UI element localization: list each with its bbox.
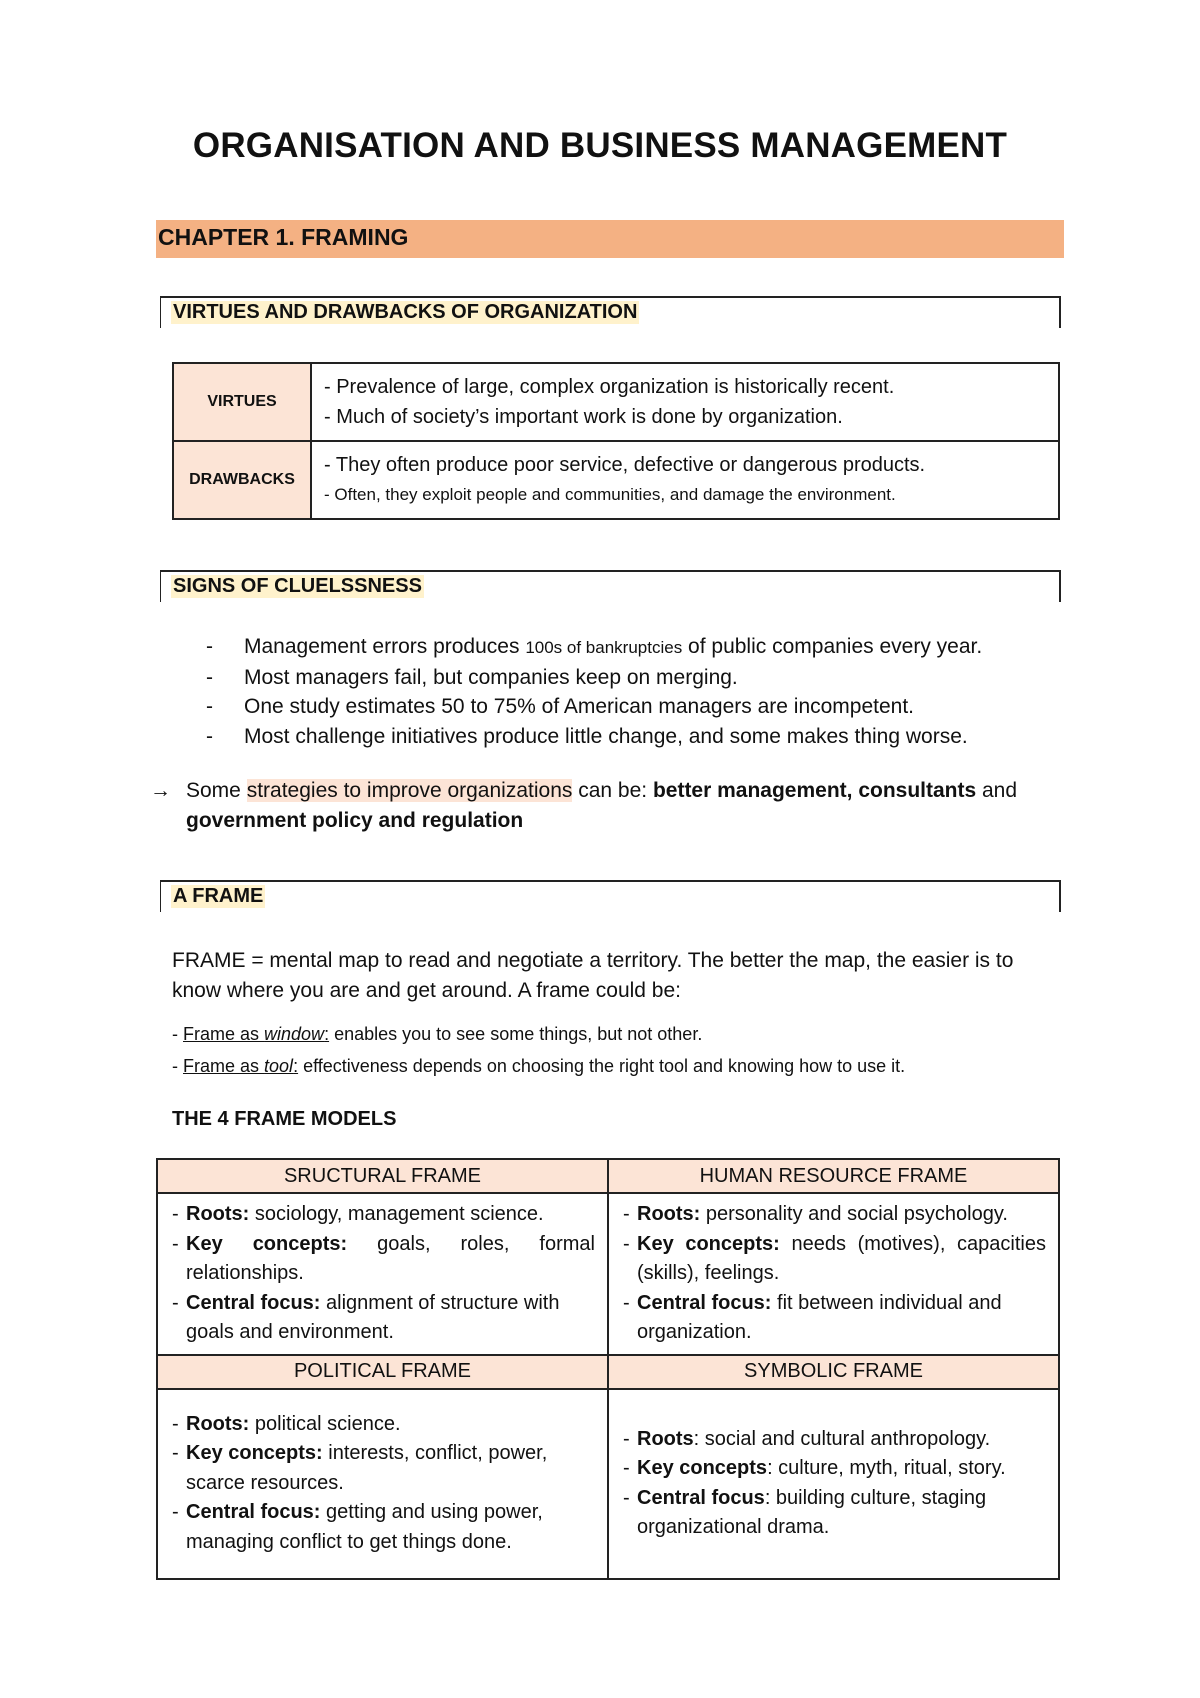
field-label: Roots:: [186, 1412, 250, 1435]
label-text: :: [293, 1056, 299, 1076]
list-item: - Central focus: alignment of structure with goals and environment.: [172, 1291, 560, 1343]
list-item-text: Most managers fail, but companies keep on merging.: [244, 665, 738, 689]
frame-models-table: [156, 1158, 1060, 1580]
frame-definition: FRAME = mental map to read and negotiate a territory. The better the map, the easier is to know where you are and get around. A frame could be:: [172, 949, 1014, 1002]
label-text: :: [324, 1024, 330, 1044]
row-label-drawbacks: DRAWBACKS: [173, 441, 311, 519]
column-header: HUMAN RESOURCE FRAME: [608, 1159, 1059, 1193]
field-value: alignment of structure with goals and environment.: [186, 1291, 560, 1343]
note-text: and: [976, 779, 1018, 802]
list-item: [172, 1018, 905, 1050]
bold-text: better management, consultants: [652, 779, 977, 802]
column-header: SRUCTURAL FRAME: [157, 1159, 608, 1193]
section-title: A FRAME: [173, 885, 264, 907]
document-title: ORGANISATION AND BUSINESS MANAGEMENT: [192, 126, 1008, 165]
list-item: - Key concepts: culture, myth, ritual, story.: [623, 1457, 1006, 1479]
list-item: - Key concepts: goals, roles, formal relationships.: [172, 1232, 595, 1284]
label-italic: tool: [264, 1056, 294, 1076]
list-item: [172, 1050, 905, 1082]
highlighted-text: strategies to improve organizations: [246, 779, 573, 802]
field-value: personality and social psychology.: [700, 1203, 1008, 1225]
field-label: Key concepts:: [186, 1442, 323, 1465]
field-label: Central focus:: [637, 1291, 772, 1314]
label-text: Frame as: [183, 1056, 265, 1076]
model-cell-political: [157, 1389, 608, 1579]
list-item: - Roots: political science.: [172, 1412, 401, 1435]
bullet-dash: -: [206, 635, 213, 658]
column-header: POLITICAL FRAME: [157, 1355, 608, 1389]
list-item: - Roots: personality and social psychology.: [623, 1203, 1008, 1225]
label-text: Frame as: [183, 1024, 265, 1044]
virtue-line: - Much of society’s important work is done by organization.: [324, 406, 843, 428]
list-item: - Key concepts: needs (motives), capacities (skills), feelings.: [623, 1232, 1046, 1284]
frame-type-label: [183, 1024, 329, 1044]
field-label: Central focus: [637, 1486, 765, 1509]
table-row: [157, 1193, 1059, 1355]
list-item: [206, 722, 982, 752]
models-heading: THE 4 FRAME MODELS: [172, 1108, 397, 1130]
section-header-signs: [160, 570, 1061, 602]
section-header-virtues: [160, 296, 1061, 328]
drawback-line: - They often produce poor service, defective or dangerous products.: [324, 454, 926, 476]
list-item: - Roots: social and cultural anthropology.: [623, 1427, 991, 1450]
list-item-text-small: 100s of bankruptcies: [525, 638, 683, 657]
section-title: VIRTUES AND DRAWBACKS OF ORGANIZATION: [173, 301, 638, 323]
row-text-drawbacks: [311, 441, 1059, 519]
table-row: [173, 363, 1059, 441]
field-label: Key concepts: [637, 1457, 768, 1479]
list-item: - Central focus: building culture, staging organizational drama.: [623, 1486, 987, 1538]
field-label: Roots: [637, 1427, 694, 1450]
drawback-line: - Often, they exploit people and communities, and damage the environment.: [324, 485, 896, 504]
chapter-title: CHAPTER 1. FRAMING: [158, 224, 409, 250]
list-item: [206, 663, 982, 693]
list-item: [206, 632, 982, 663]
bold-text: government policy and regulation: [186, 809, 524, 832]
field-value: : social and cultural anthropology.: [693, 1427, 991, 1450]
field-value: : building culture, staging organizational drama.: [637, 1486, 987, 1538]
list-item-text: enables you to see some things, but not other.: [329, 1024, 703, 1044]
field-label: Key concepts:: [186, 1232, 348, 1255]
list-item: - Key concepts: interests, conflict, power, scarce resources.: [172, 1442, 548, 1494]
list-item-text: One study estimates 50 to 75% of American managers are incompetent.: [244, 695, 915, 718]
table-row: [157, 1389, 1059, 1579]
list-item: [206, 692, 982, 722]
bullet-dash: -: [172, 1056, 183, 1076]
section-header-frame: [160, 880, 1061, 912]
note-text: Some: [186, 779, 247, 802]
field-value: fit between individual and organization.: [637, 1291, 1002, 1343]
bullet-dash: -: [172, 1024, 183, 1044]
list-item: - Roots: sociology, management science.: [172, 1203, 544, 1225]
field-label: Central focus:: [186, 1501, 321, 1524]
note-text: can be:: [572, 779, 653, 802]
signs-bullet-list: [206, 632, 982, 751]
right-arrow-icon: →: [150, 779, 171, 802]
frame-types-list: [172, 1018, 905, 1082]
row-text-virtues: [311, 363, 1059, 441]
table-row: [157, 1159, 1059, 1193]
bullet-dash: -: [206, 724, 213, 748]
model-cell-structural: [157, 1193, 608, 1355]
field-value: : culture, myth, ritual, story.: [767, 1457, 1006, 1479]
field-value: political science.: [249, 1412, 401, 1435]
row-label-virtues: VIRTUES: [173, 363, 311, 441]
field-value: interests, conflict, power, scarce resources.: [186, 1442, 548, 1494]
list-item-text: Management errors produces: [244, 635, 526, 658]
list-item: - Central focus: getting and using power, managing conflict to get things done.: [172, 1501, 543, 1553]
field-label: Key concepts:: [637, 1232, 780, 1255]
label-italic: window: [264, 1024, 325, 1044]
model-cell-symbolic: [608, 1389, 1059, 1579]
section-title: SIGNS OF CLUELSSNESS: [173, 575, 422, 597]
field-value: needs (motives), capacities (skills), feelings.: [637, 1232, 1046, 1284]
field-label: Roots:: [186, 1203, 250, 1225]
table-row: [173, 441, 1059, 519]
bullet-dash: -: [206, 665, 213, 689]
list-item-text: effectiveness depends on choosing the right tool and knowing how to use it.: [298, 1056, 906, 1076]
column-header: SYMBOLIC FRAME: [608, 1355, 1059, 1389]
list-item-text: Most challenge initiatives produce little change, and some makes thing worse.: [244, 724, 968, 748]
strategies-note: [150, 776, 1070, 836]
model-cell-human: [608, 1193, 1059, 1355]
field-label: Central focus:: [186, 1291, 321, 1314]
bullet-dash: -: [206, 695, 213, 718]
field-value: sociology, management science.: [249, 1203, 544, 1225]
field-value: getting and using power, managing conflict to get things done.: [186, 1501, 543, 1553]
virtues-drawbacks-table: [172, 362, 1060, 520]
field-value: goals, roles, formal relationships.: [186, 1232, 595, 1284]
list-item: - Central focus: fit between individual and organization.: [623, 1291, 1002, 1343]
list-item-text: of public companies every year.: [682, 635, 983, 658]
virtue-line: - Prevalence of large, complex organization is historically recent.: [324, 376, 895, 398]
field-label: Roots:: [637, 1203, 701, 1225]
frame-type-label: [183, 1056, 298, 1076]
table-row: [157, 1355, 1059, 1389]
